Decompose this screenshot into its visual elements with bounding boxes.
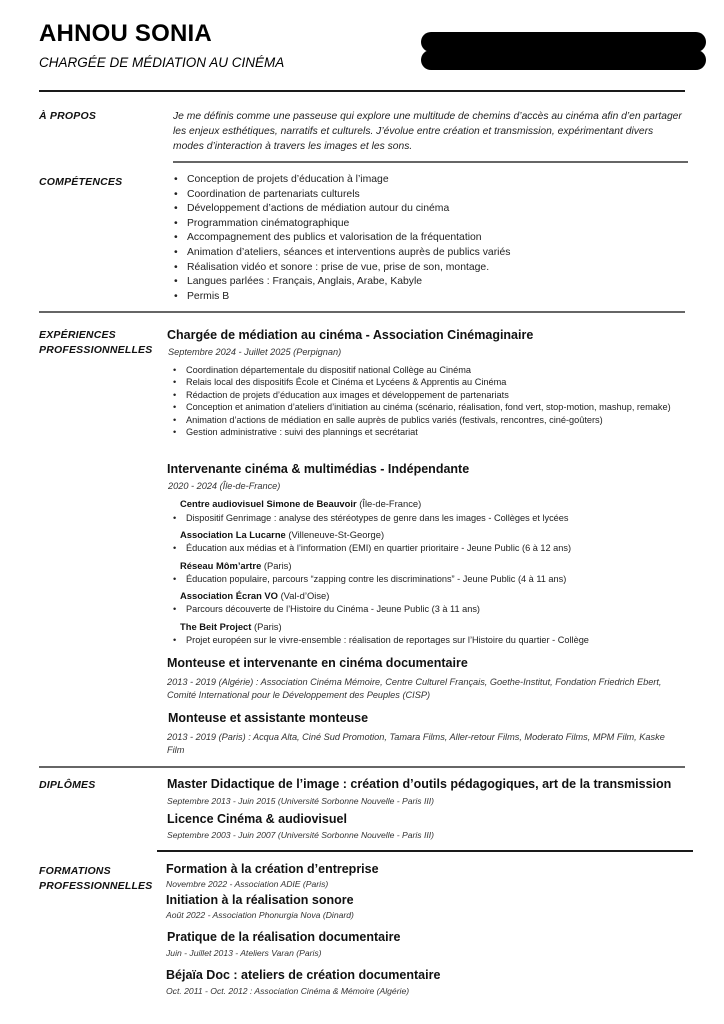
job-description: 2013 - 2019 (Algérie) : Association Cinéma Mémoire, Centre Culturel Français, Goethe-Institut, Fondation Friedrich Ebert, Comité International pour le Développement des Peuples (CISP) [167, 677, 662, 700]
skill-item: • Réalisation vidéo et sonore : prise de vue, prise de son, montage. [173, 261, 510, 276]
job-title: Monteuse et intervenante en cinéma documentaire [167, 656, 468, 670]
org-bullet: • Éducation aux médias et à l’information (EMI) en quartier prioritaire - Jeune Public (6 à 12 ans) [172, 542, 702, 554]
job-title: Intervenante cinéma & multimédias - Indépendante [167, 462, 470, 476]
section-label-skills: COMPÉTENCES [39, 176, 123, 188]
header-divider [39, 90, 685, 92]
job-bullets [172, 364, 692, 438]
org-bullets [172, 634, 712, 646]
diploma-date: Septembre 2013 - Juin 2015 (Université Sorbonne Nouvelle - Paris III) [167, 796, 435, 806]
training-title: Pratique de la réalisation documentaire [167, 930, 401, 944]
skill-item: • Conception de projets d’éducation à l’image [173, 173, 510, 188]
training-date: Juin - Juillet 2013 - Ateliers Varan (Paris) [166, 948, 322, 958]
diploma-title: Licence Cinéma & audiovisuel [167, 812, 347, 826]
redacted-contact-line-2 [421, 50, 706, 70]
org-line [180, 590, 329, 601]
org-bullets [172, 512, 702, 524]
org-line [180, 621, 282, 632]
diploma-date: Septembre 2003 - Juin 2007 (Université Sorbonne Nouvelle - Paris III) [167, 830, 435, 840]
job-bullet: • Coordination départementale du dispositif national Collège au Cinéma [172, 364, 692, 376]
section-label-line: FORMATIONS [39, 865, 111, 877]
job-title: Monteuse et assistante monteuse [168, 711, 369, 725]
org-name: Association La Lucarne [180, 529, 286, 540]
candidate-role: CHARGÉE DE MÉDIATION AU CINÉMA [39, 55, 285, 70]
org-line [180, 498, 421, 509]
job-date: 2020 - 2024 (Île-de-France) [168, 481, 281, 491]
section-label-about: À PROPOS [39, 110, 97, 122]
job-bullet: • Gestion administrative : suivi des plannings et secrétariat [172, 426, 692, 438]
skill-item: • Développement d’actions de médiation autour du cinéma [173, 202, 510, 217]
job-bullet: • Relais local des dispositifs École et Cinéma et Lycéens & Apprentis au Cinéma [172, 376, 692, 388]
org-place: (Paris) [253, 621, 282, 632]
about-text: Je me définis comme une passeuse qui explore une multitude de chemins d’accès au cinéma afin d’en partager les enjeux esthétiques, narratifs et culturels. J’évolue entre création et transmission, expérimentant divers modes d’interaction à travers les images et les sons. [173, 111, 682, 153]
training-title: Formation à la création d’entreprise [166, 862, 379, 876]
org-bullet: • Dispositif Genrimage : analyse des stéréotypes de genre dans les images - Collèges et lycées [172, 512, 702, 524]
org-bullets [172, 542, 702, 554]
org-place: (Villeneuve-St-George) [288, 529, 385, 540]
skill-item: • Permis B [173, 290, 510, 305]
skills-list [173, 173, 510, 304]
skills-divider [39, 311, 685, 313]
job-bullet: • Conception et animation d’ateliers d’initiation au cinéma (scénario, réalisation, fond vert, stop-motion, mashup, remake) [172, 401, 692, 413]
org-place: (Paris) [263, 560, 292, 571]
job-description: 2013 - 2019 (Paris) : Acqua Alta, Ciné Sud Promotion, Tamara Films, Aller-retour Films, Moderato Films, MPM Film, Kaske Film [167, 732, 665, 755]
training-date: Oct. 2011 - Oct. 2012 : Association Cinéma & Mémoire (Algérie) [166, 986, 410, 996]
job-bullet: • Animation d’actions de médiation en salle auprès de publics variés (festivals, rencontres, ciné-goûters) [172, 414, 692, 426]
org-bullet: • Parcours découverte de l’Histoire du Cinéma - Jeune Public (3 à 11 ans) [172, 603, 702, 615]
redacted-contact-line-1 [421, 32, 706, 52]
skill-item: • Programmation cinématographique [173, 217, 510, 232]
about-divider [173, 161, 688, 163]
section-label-trainings [39, 864, 152, 894]
org-name: Centre audiovisuel Simone de Beauvoir [180, 498, 357, 509]
skill-item: • Animation d’ateliers, séances et interventions auprès de publics variés [173, 246, 510, 261]
training-title: Béjaïa Doc : ateliers de création documentaire [166, 968, 441, 982]
diploma-title: Master Didactique de l’image : création d’outils pédagogiques, art de la transmission [167, 777, 672, 791]
section-label-experience [39, 328, 152, 358]
org-place: (Val-d’Oise) [280, 590, 330, 601]
training-date: Août 2022 - Association Phonurgia Nova (Dinard) [166, 910, 354, 920]
org-name: Réseau Môm’artre [180, 560, 262, 571]
org-name: The Beit Project [180, 621, 252, 632]
skill-item: • Coordination de partenariats culturels [173, 188, 510, 203]
section-label-diplomas: DIPLÔMES [39, 779, 96, 791]
section-label-line: PROFESSIONNELLES [39, 344, 153, 356]
job-title: Chargée de médiation au cinéma - Association Cinémaginaire [167, 328, 534, 342]
training-title: Initiation à la réalisation sonore [166, 893, 354, 907]
job-bullet: • Rédaction de projets d’éducation aux images et développement de partenariats [172, 389, 692, 401]
skill-item: • Accompagnement des publics et valorisation de la fréquentation [173, 231, 510, 246]
candidate-name: AHNOU SONIA [39, 20, 212, 47]
diplomas-divider [157, 850, 693, 852]
experience-divider [39, 766, 685, 768]
job-date: Septembre 2024 - Juillet 2025 (Perpignan) [168, 347, 342, 357]
section-label-line: EXPÉRIENCES [39, 329, 116, 341]
org-bullets [172, 603, 702, 615]
section-label-line: PROFESSIONNELLES [39, 880, 153, 892]
org-place: (Île-de-France) [359, 498, 422, 509]
org-bullet: • Projet européen sur le vivre-ensemble : réalisation de reportages sur l’Histoire du quartier - Collège [172, 634, 712, 646]
org-name: Association Écran VO [180, 590, 278, 601]
org-bullets [172, 573, 702, 585]
skill-item: • Langues parlées : Français, Anglais, Arabe, Kabyle [173, 275, 510, 290]
org-line [180, 560, 292, 571]
org-bullet: • Éducation populaire, parcours “zapping contre les discriminations” - Jeune Public (4 à 11 ans) [172, 573, 702, 585]
org-line [180, 529, 384, 540]
training-date: Novembre 2022 - Association ADIE (Paris) [166, 879, 329, 889]
